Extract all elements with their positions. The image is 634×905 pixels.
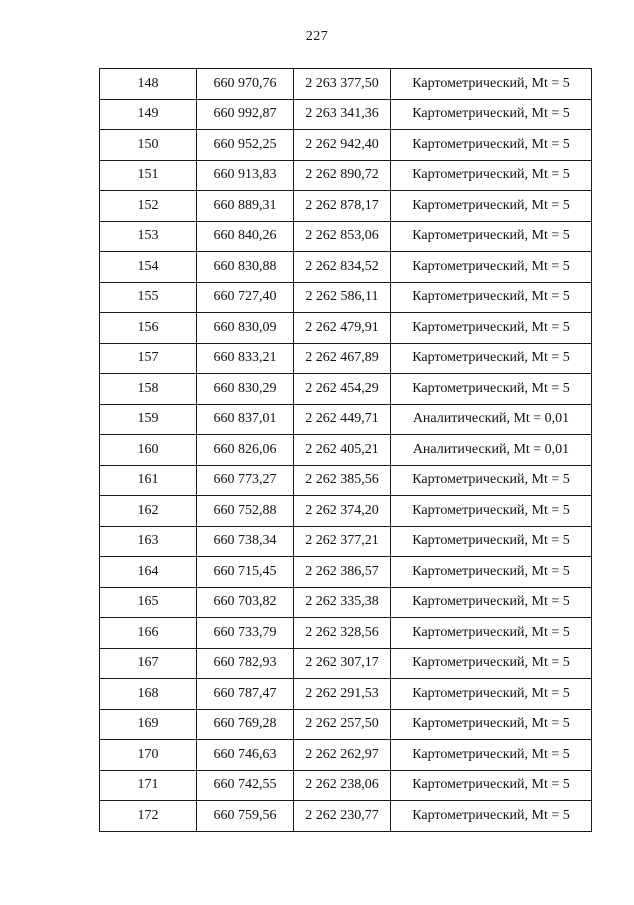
table-row xyxy=(100,160,592,191)
table-row xyxy=(100,526,592,557)
x-coordinate-cell: 660 738,34 xyxy=(197,526,294,557)
table-row xyxy=(100,221,592,252)
y-coordinate-cell: 2 262 262,97 xyxy=(294,740,391,771)
method-cell: Картометрический, Mt = 5 xyxy=(391,740,592,771)
method-cell: Картометрический, Mt = 5 xyxy=(391,99,592,130)
point-number-cell: 160 xyxy=(100,435,197,466)
y-coordinate-cell: 2 262 386,57 xyxy=(294,557,391,588)
y-coordinate-cell: 2 262 467,89 xyxy=(294,343,391,374)
method-cell: Картометрический, Mt = 5 xyxy=(391,709,592,740)
y-coordinate-cell: 2 262 230,77 xyxy=(294,801,391,832)
table-row xyxy=(100,587,592,618)
point-number-cell: 172 xyxy=(100,801,197,832)
x-coordinate-cell: 660 715,45 xyxy=(197,557,294,588)
x-coordinate-cell: 660 782,93 xyxy=(197,648,294,679)
x-coordinate-cell: 660 733,79 xyxy=(197,618,294,649)
method-cell: Картометрический, Mt = 5 xyxy=(391,374,592,405)
x-coordinate-cell: 660 830,29 xyxy=(197,374,294,405)
point-number-cell: 163 xyxy=(100,526,197,557)
x-coordinate-cell: 660 727,40 xyxy=(197,282,294,313)
table-row xyxy=(100,770,592,801)
page-number: 227 xyxy=(305,29,329,44)
point-number-cell: 151 xyxy=(100,160,197,191)
y-coordinate-cell: 2 262 385,56 xyxy=(294,465,391,496)
table-row xyxy=(100,618,592,649)
method-cell: Аналитический, Mt = 0,01 xyxy=(391,435,592,466)
y-coordinate-cell: 2 262 454,29 xyxy=(294,374,391,405)
x-coordinate-cell: 660 787,47 xyxy=(197,679,294,710)
point-number-cell: 155 xyxy=(100,282,197,313)
table-row xyxy=(100,99,592,130)
x-coordinate-cell: 660 952,25 xyxy=(197,130,294,161)
y-coordinate-cell: 2 262 878,17 xyxy=(294,191,391,222)
table-row xyxy=(100,557,592,588)
point-number-cell: 167 xyxy=(100,648,197,679)
table-row xyxy=(100,191,592,222)
y-coordinate-cell: 2 262 335,38 xyxy=(294,587,391,618)
y-coordinate-cell: 2 262 853,06 xyxy=(294,221,391,252)
method-cell: Картометрический, Mt = 5 xyxy=(391,191,592,222)
table-row xyxy=(100,801,592,832)
method-cell: Картометрический, Mt = 5 xyxy=(391,496,592,527)
y-coordinate-cell: 2 262 307,17 xyxy=(294,648,391,679)
method-cell: Картометрический, Mt = 5 xyxy=(391,343,592,374)
point-number-cell: 149 xyxy=(100,99,197,130)
point-number-cell: 168 xyxy=(100,679,197,710)
y-coordinate-cell: 2 262 479,91 xyxy=(294,313,391,344)
point-number-cell: 150 xyxy=(100,130,197,161)
table-row xyxy=(100,648,592,679)
method-cell: Картометрический, Mt = 5 xyxy=(391,618,592,649)
y-coordinate-cell: 2 262 328,56 xyxy=(294,618,391,649)
table-row xyxy=(100,435,592,466)
table-row xyxy=(100,69,592,100)
method-cell: Картометрический, Mt = 5 xyxy=(391,801,592,832)
y-coordinate-cell: 2 262 377,21 xyxy=(294,526,391,557)
y-coordinate-cell: 2 263 341,36 xyxy=(294,99,391,130)
x-coordinate-cell: 660 742,55 xyxy=(197,770,294,801)
x-coordinate-cell: 660 769,28 xyxy=(197,709,294,740)
x-coordinate-cell: 660 759,56 xyxy=(197,801,294,832)
y-coordinate-cell: 2 262 257,50 xyxy=(294,709,391,740)
y-coordinate-cell: 2 262 238,06 xyxy=(294,770,391,801)
table-body xyxy=(100,69,592,832)
x-coordinate-cell: 660 830,88 xyxy=(197,252,294,283)
point-number-cell: 154 xyxy=(100,252,197,283)
point-number-cell: 153 xyxy=(100,221,197,252)
x-coordinate-cell: 660 992,87 xyxy=(197,99,294,130)
y-coordinate-cell: 2 263 377,50 xyxy=(294,69,391,100)
point-number-cell: 162 xyxy=(100,496,197,527)
y-coordinate-cell: 2 262 291,53 xyxy=(294,679,391,710)
method-cell: Картометрический, Mt = 5 xyxy=(391,69,592,100)
x-coordinate-cell: 660 746,63 xyxy=(197,740,294,771)
point-number-cell: 159 xyxy=(100,404,197,435)
table-row xyxy=(100,404,592,435)
x-coordinate-cell: 660 889,31 xyxy=(197,191,294,222)
point-number-cell: 170 xyxy=(100,740,197,771)
point-number-cell: 165 xyxy=(100,587,197,618)
y-coordinate-cell: 2 262 834,52 xyxy=(294,252,391,283)
method-cell: Картометрический, Mt = 5 xyxy=(391,313,592,344)
x-coordinate-cell: 660 703,82 xyxy=(197,587,294,618)
point-number-cell: 157 xyxy=(100,343,197,374)
x-coordinate-cell: 660 970,76 xyxy=(197,69,294,100)
y-coordinate-cell: 2 262 405,21 xyxy=(294,435,391,466)
method-cell: Картометрический, Mt = 5 xyxy=(391,465,592,496)
x-coordinate-cell: 660 752,88 xyxy=(197,496,294,527)
method-cell: Аналитический, Mt = 0,01 xyxy=(391,404,592,435)
method-cell: Картометрический, Mt = 5 xyxy=(391,130,592,161)
x-coordinate-cell: 660 773,27 xyxy=(197,465,294,496)
table-row xyxy=(100,465,592,496)
point-number-cell: 161 xyxy=(100,465,197,496)
point-number-cell: 148 xyxy=(100,69,197,100)
method-cell: Картометрический, Mt = 5 xyxy=(391,282,592,313)
method-cell: Картометрический, Mt = 5 xyxy=(391,770,592,801)
y-coordinate-cell: 2 262 374,20 xyxy=(294,496,391,527)
table-row xyxy=(100,679,592,710)
table-row xyxy=(100,496,592,527)
y-coordinate-cell: 2 262 449,71 xyxy=(294,404,391,435)
x-coordinate-cell: 660 830,09 xyxy=(197,313,294,344)
x-coordinate-cell: 660 840,26 xyxy=(197,221,294,252)
table-row xyxy=(100,252,592,283)
table-row xyxy=(100,374,592,405)
table-row xyxy=(100,343,592,374)
method-cell: Картометрический, Mt = 5 xyxy=(391,679,592,710)
table-row xyxy=(100,313,592,344)
y-coordinate-cell: 2 262 586,11 xyxy=(294,282,391,313)
point-number-cell: 166 xyxy=(100,618,197,649)
method-cell: Картометрический, Mt = 5 xyxy=(391,252,592,283)
x-coordinate-cell: 660 826,06 xyxy=(197,435,294,466)
table-row xyxy=(100,709,592,740)
x-coordinate-cell: 660 833,21 xyxy=(197,343,294,374)
method-cell: Картометрический, Mt = 5 xyxy=(391,648,592,679)
method-cell: Картометрический, Mt = 5 xyxy=(391,526,592,557)
point-number-cell: 158 xyxy=(100,374,197,405)
point-number-cell: 152 xyxy=(100,191,197,222)
method-cell: Картометрический, Mt = 5 xyxy=(391,587,592,618)
method-cell: Картометрический, Mt = 5 xyxy=(391,557,592,588)
table-row xyxy=(100,282,592,313)
table-row xyxy=(100,130,592,161)
point-number-cell: 156 xyxy=(100,313,197,344)
method-cell: Картометрический, Mt = 5 xyxy=(391,160,592,191)
coordinates-table xyxy=(99,68,592,832)
point-number-cell: 171 xyxy=(100,770,197,801)
y-coordinate-cell: 2 262 942,40 xyxy=(294,130,391,161)
table-row xyxy=(100,740,592,771)
point-number-cell: 169 xyxy=(100,709,197,740)
x-coordinate-cell: 660 913,83 xyxy=(197,160,294,191)
x-coordinate-cell: 660 837,01 xyxy=(197,404,294,435)
method-cell: Картометрический, Mt = 5 xyxy=(391,221,592,252)
point-number-cell: 164 xyxy=(100,557,197,588)
y-coordinate-cell: 2 262 890,72 xyxy=(294,160,391,191)
